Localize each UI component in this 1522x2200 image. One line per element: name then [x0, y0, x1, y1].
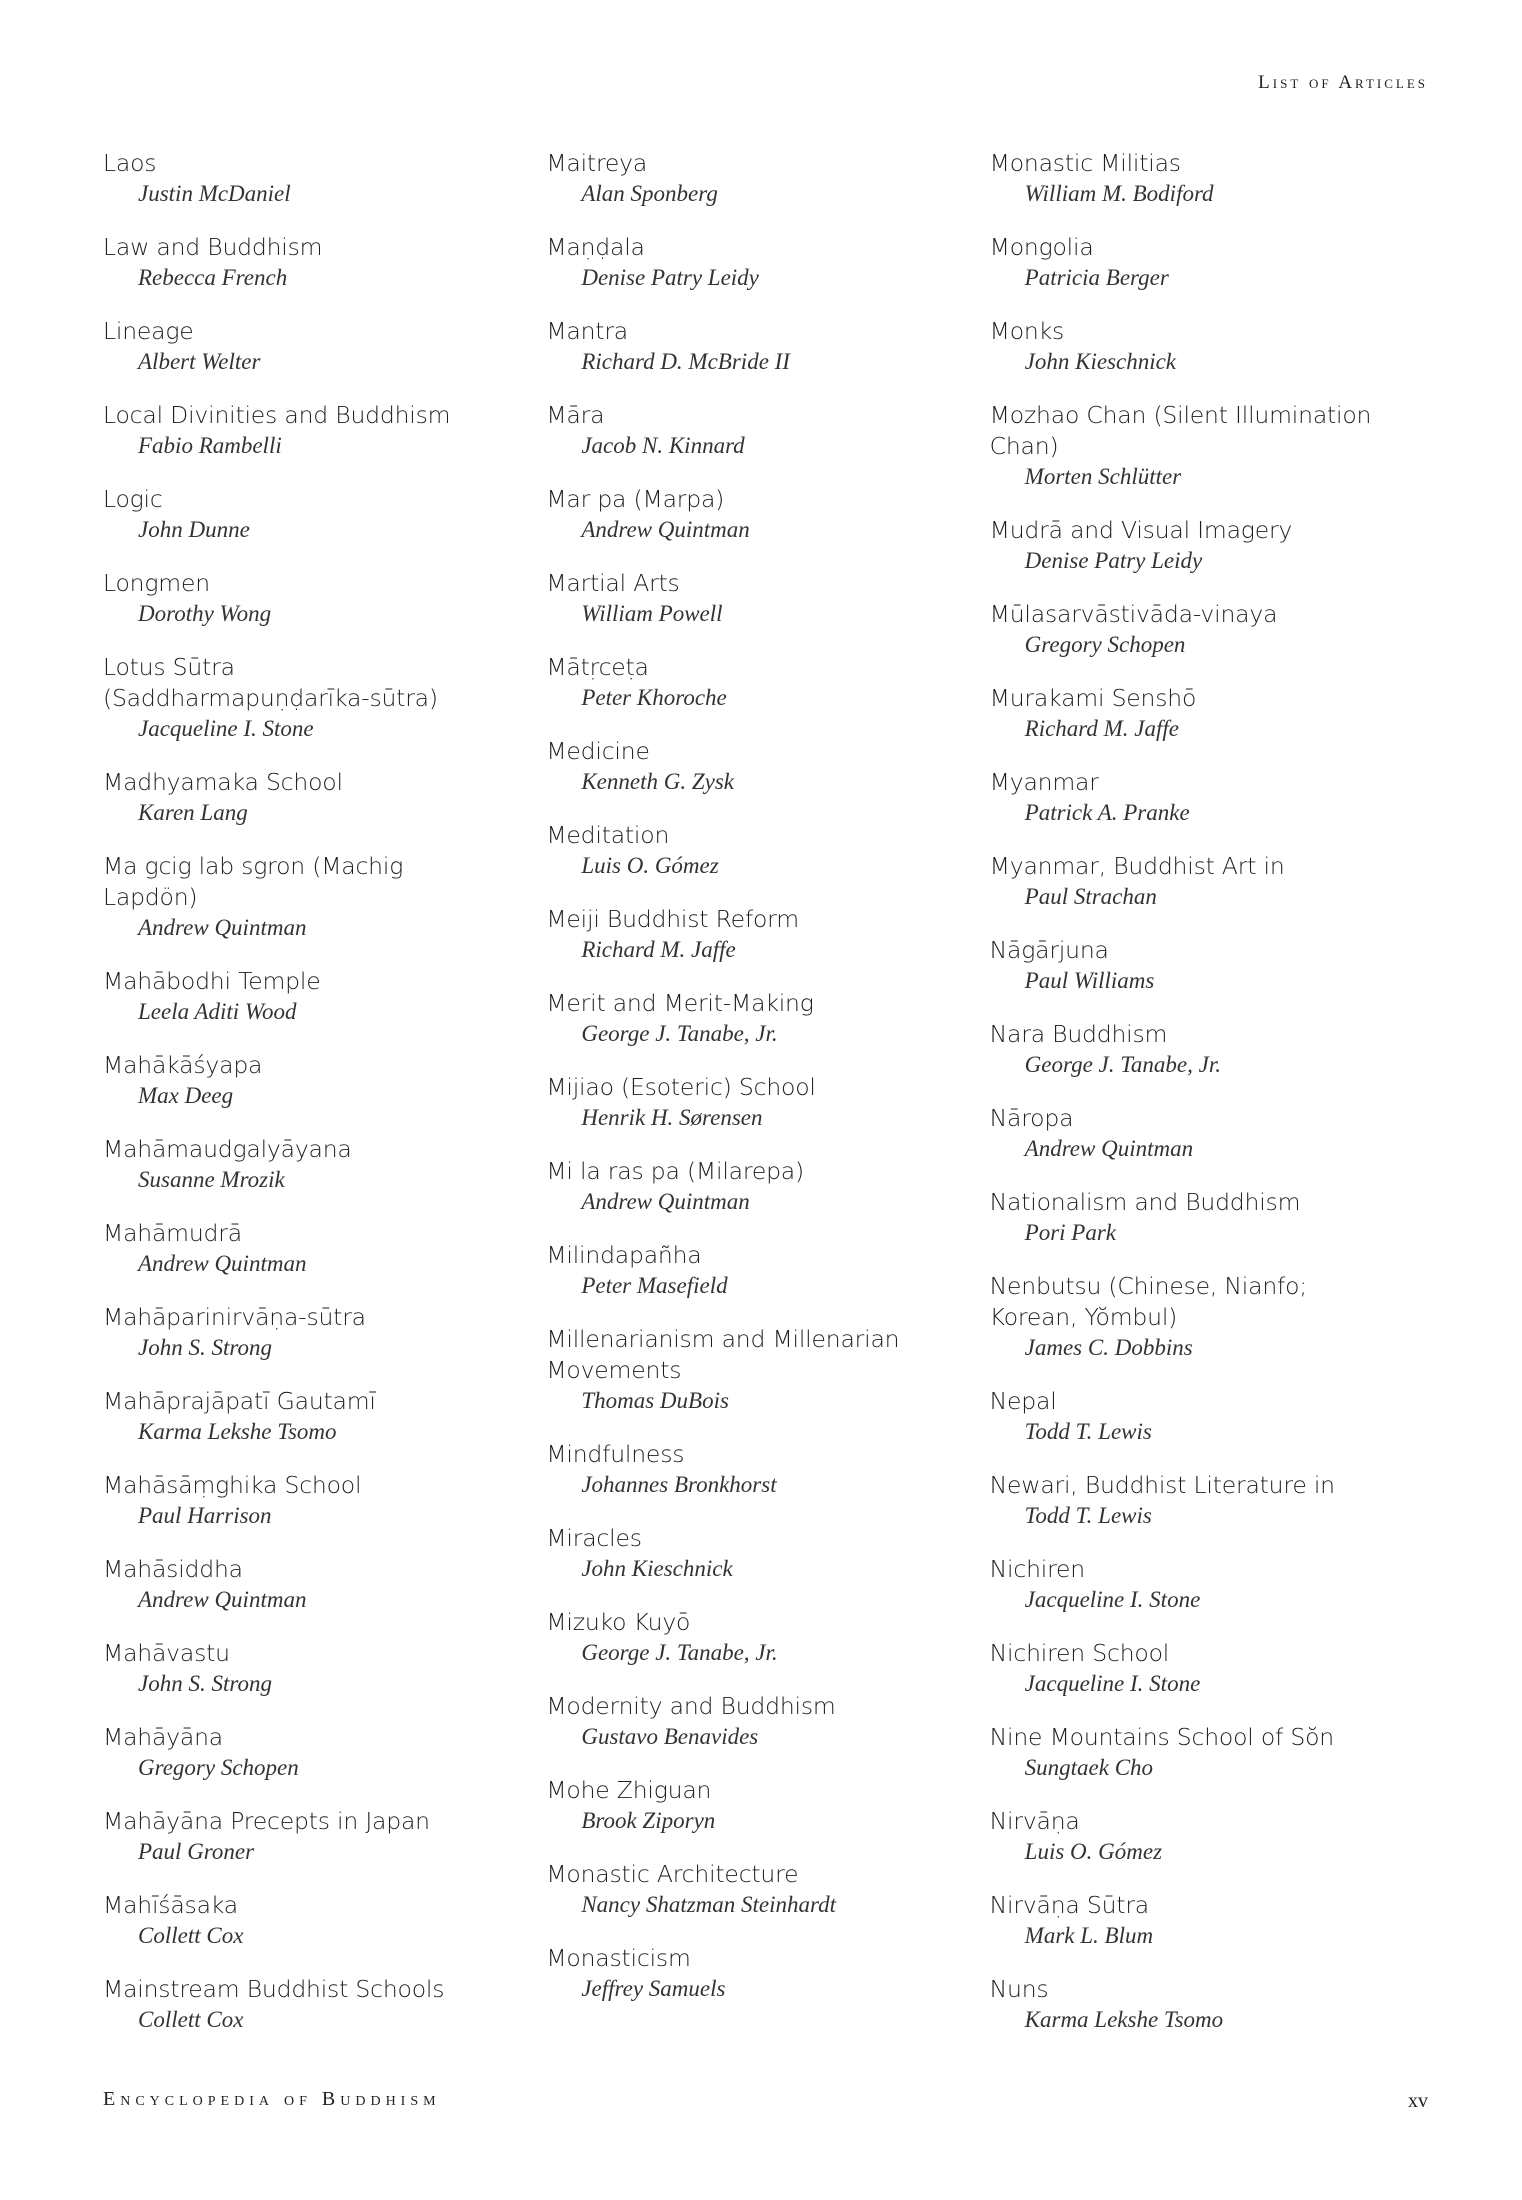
article-title: Madhyamaka School — [103, 768, 343, 796]
article-entry — [546, 1523, 946, 1584]
article-entry — [103, 400, 503, 461]
article-entry — [103, 1302, 503, 1363]
article-entry — [990, 1806, 1390, 1867]
article-author: Richard D. McBride II — [581, 349, 790, 374]
article-title: Nepal — [989, 1387, 1057, 1415]
article-entry — [103, 1974, 503, 2035]
article-author: Gustavo Benavides — [581, 1724, 759, 1749]
article-author: John Dunne — [138, 517, 250, 542]
article-author: Brook Ziporyn — [581, 1808, 716, 1833]
article-title: Maitreya — [546, 149, 648, 177]
article-author: Nancy Shatzman Steinhardt — [581, 1892, 837, 1917]
article-title: Mahāvastu — [103, 1639, 230, 1667]
article-author: Morten Schlütter — [1024, 464, 1182, 489]
article-title: Mijiao (Esoteric) School — [546, 1073, 816, 1101]
article-entry — [546, 1439, 946, 1500]
article-author: Albert Welter — [138, 349, 261, 374]
article-author: Patrick A. Pranke — [1024, 800, 1190, 825]
article-title: Nirvāṇa — [989, 1807, 1080, 1835]
article-title: Mahāmudrā — [103, 1219, 242, 1247]
article-entry — [103, 652, 503, 744]
article-title: Mahāparinirvāṇa-sūtra — [103, 1303, 366, 1331]
article-entry — [546, 736, 946, 797]
article-entry — [546, 400, 946, 461]
article-entry — [103, 148, 503, 209]
article-author: George J. Tanabe, Jr. — [581, 1640, 778, 1665]
article-entry — [103, 232, 503, 293]
article-author: Max Deeg — [138, 1083, 234, 1108]
article-author: Jacob N. Kinnard — [581, 433, 745, 458]
article-author: James C. Dobbins — [1024, 1335, 1193, 1360]
article-author: Henrik H. Sørensen — [581, 1105, 763, 1130]
article-title: Logic — [103, 485, 163, 513]
article-entry — [990, 683, 1390, 744]
article-author: Luis O. Gómez — [1024, 1839, 1163, 1864]
article-title: Nationalism and Buddhism — [989, 1188, 1301, 1216]
article-entry — [546, 652, 946, 713]
article-title: Ma gcig lab sgron (Machig Lapdön) — [103, 852, 404, 911]
article-author: Johannes Bronkhorst — [581, 1472, 777, 1497]
article-list — [103, 148, 1433, 2058]
article-entry — [546, 1691, 946, 1752]
article-entry — [990, 1271, 1390, 1363]
article-author: Rebecca French — [138, 265, 288, 290]
article-author: Andrew Quintman — [138, 915, 307, 940]
article-author: Todd T. Lewis — [1024, 1419, 1152, 1444]
article-author: Fabio Rambelli — [138, 433, 282, 458]
article-entry — [103, 484, 503, 545]
article-author: Patricia Berger — [1024, 265, 1169, 290]
article-title: Myanmar, Buddhist Art in — [989, 852, 1285, 880]
article-author: Peter Khoroche — [581, 685, 727, 710]
article-author: Richard M. Jaffe — [581, 937, 736, 962]
article-title: Murakami Senshō — [989, 684, 1197, 712]
article-author: George J. Tanabe, Jr. — [581, 1021, 778, 1046]
article-title: Mar pa (Marpa) — [546, 485, 725, 513]
article-author: Jacqueline I. Stone — [138, 716, 314, 741]
article-title: Millenarianism and Millenarian Movements — [546, 1325, 900, 1384]
article-title: Mizuko Kuyō — [546, 1608, 691, 1636]
article-entry — [990, 1187, 1390, 1248]
article-author: Andrew Quintman — [138, 1251, 307, 1276]
article-title: Mongolia — [989, 233, 1094, 261]
article-title: Mahāmaudgalyāyana — [103, 1135, 352, 1163]
article-entry — [990, 316, 1390, 377]
article-title: Mahābodhi Temple — [103, 967, 321, 995]
article-author: William Powell — [581, 601, 723, 626]
article-title: Mozhao Chan (Silent Illumination Chan) — [989, 401, 1372, 460]
article-author: Susanne Mrozik — [138, 1167, 285, 1192]
article-entry — [103, 1050, 503, 1111]
article-author: Jeffrey Samuels — [581, 1976, 726, 2001]
article-entry — [546, 1775, 946, 1836]
article-author: Richard M. Jaffe — [1024, 716, 1180, 741]
page-number: xv — [1408, 2090, 1428, 2112]
article-author: Gregory Schopen — [138, 1755, 299, 1780]
article-title: Meditation — [546, 821, 670, 849]
article-title: Miracles — [546, 1524, 642, 1552]
article-entry — [103, 1890, 503, 1951]
article-entry — [103, 316, 503, 377]
article-title: Mahāprajāpatī Gautamī — [103, 1387, 376, 1415]
article-entry — [990, 851, 1390, 912]
article-author: John Kieschnick — [1024, 349, 1177, 374]
article-title: Monastic Militias — [989, 149, 1181, 177]
article-author: Karen Lang — [138, 800, 248, 825]
article-title: Longmen — [103, 569, 210, 597]
article-entry — [990, 148, 1390, 209]
article-title: Mahīśāsaka — [103, 1891, 238, 1919]
article-author: George J. Tanabe, Jr. — [1024, 1052, 1221, 1077]
article-title: Mantra — [546, 317, 628, 345]
article-author: Peter Masefield — [581, 1273, 728, 1298]
article-entry — [546, 484, 946, 545]
article-title: Lineage — [103, 317, 194, 345]
article-entry — [546, 568, 946, 629]
article-author: Leela Aditi Wood — [138, 999, 297, 1024]
article-entry — [103, 568, 503, 629]
article-title: Nirvāṇa Sūtra — [989, 1891, 1149, 1919]
article-title: Nenbutsu (Chinese, Nianfo; Korean, Yŏmbul) — [989, 1272, 1307, 1331]
book-title: Encyclopedia of Buddhism — [103, 2088, 441, 2110]
article-entry — [103, 966, 503, 1027]
article-title: Mahāyāna Precepts in Japan — [103, 1807, 430, 1835]
article-author: Karma Lekshe Tsomo — [138, 1419, 337, 1444]
article-title: Mahākāśyapa — [103, 1051, 263, 1079]
article-entry — [546, 148, 946, 209]
article-title: Monasticism — [546, 1944, 691, 1972]
article-title: Nichiren — [989, 1555, 1086, 1583]
article-entry — [546, 820, 946, 881]
article-entry — [990, 935, 1390, 996]
article-entry — [990, 232, 1390, 293]
article-entry — [990, 1974, 1390, 2035]
article-author: Kenneth G. Zysk — [581, 769, 734, 794]
article-entry — [546, 1240, 946, 1301]
article-entry — [103, 1386, 503, 1447]
article-title: Monastic Architecture — [546, 1860, 799, 1888]
article-entry — [103, 1470, 503, 1531]
article-entry — [103, 767, 503, 828]
article-author: John S. Strong — [138, 1671, 272, 1696]
article-entry — [990, 1103, 1390, 1164]
article-title: Modernity and Buddhism — [546, 1692, 836, 1720]
article-entry — [990, 767, 1390, 828]
article-author: Justin McDaniel — [138, 181, 291, 206]
article-entry — [546, 232, 946, 293]
article-entry — [546, 1943, 946, 2004]
article-author: Andrew Quintman — [138, 1587, 307, 1612]
article-title: Mahāsāṃghika School — [103, 1471, 362, 1499]
article-author: Sungtaek Cho — [1024, 1755, 1154, 1780]
article-entry — [546, 1607, 946, 1668]
article-title: Māra — [546, 401, 605, 429]
article-entry — [546, 1324, 946, 1416]
article-author: John S. Strong — [138, 1335, 272, 1360]
article-author: Denise Patry Leidy — [1024, 548, 1203, 573]
article-author: Paul Groner — [138, 1839, 255, 1864]
article-entry — [990, 515, 1390, 576]
article-title: Nāropa — [989, 1104, 1074, 1132]
article-author: William M. Bodiford — [1024, 181, 1214, 206]
article-author: John Kieschnick — [581, 1556, 733, 1581]
article-title: Newari, Buddhist Literature in — [989, 1471, 1335, 1499]
article-title: Nara Buddhism — [989, 1020, 1168, 1048]
column-2 — [546, 148, 989, 2058]
article-author: Collett Cox — [138, 2007, 244, 2032]
running-head: List of Articles — [1258, 72, 1428, 93]
article-title: Mohe Zhiguan — [546, 1776, 712, 1804]
article-title: Lotus Sūtra (Saddharmapuṇḍarīka-sūtra) — [103, 653, 438, 712]
article-author: Karma Lekshe Tsomo — [1024, 2007, 1224, 2032]
article-entry — [103, 851, 503, 943]
article-title: Nichiren School — [989, 1639, 1170, 1667]
article-title: Mainstream Buddhist Schools — [103, 1975, 445, 2003]
article-entry — [103, 1134, 503, 1195]
article-title: Medicine — [546, 737, 650, 765]
article-author: Andrew Quintman — [581, 1189, 750, 1214]
article-title: Mi la ras pa (Milarepa) — [546, 1157, 804, 1185]
article-title: Monks — [989, 317, 1065, 345]
article-title: Martial Arts — [546, 569, 680, 597]
article-entry — [546, 1859, 946, 1920]
article-title: Mahāsiddha — [103, 1555, 243, 1583]
article-entry — [990, 1554, 1390, 1615]
article-entry — [990, 1722, 1390, 1783]
article-entry — [990, 1019, 1390, 1080]
article-author: Alan Sponberg — [581, 181, 718, 206]
article-title: Meiji Buddhist Reform — [546, 905, 799, 933]
article-entry — [103, 1554, 503, 1615]
article-title: Maṇḍala — [546, 233, 645, 261]
article-author: Luis O. Gómez — [581, 853, 719, 878]
article-title: Mahāyāna — [103, 1723, 223, 1751]
article-title: Law and Buddhism — [103, 233, 323, 261]
article-title: Nine Mountains School of Sŏn — [989, 1723, 1334, 1751]
article-author: Paul Williams — [1024, 968, 1155, 993]
article-entry — [990, 1638, 1390, 1699]
article-author: Denise Patry Leidy — [581, 265, 759, 290]
column-1 — [103, 148, 546, 2058]
article-entry — [546, 904, 946, 965]
article-author: Jacqueline I. Stone — [1024, 1671, 1201, 1696]
article-title: Mindfulness — [546, 1440, 685, 1468]
article-title: Merit and Merit-Making — [546, 989, 814, 1017]
article-entry — [103, 1722, 503, 1783]
article-author: Andrew Quintman — [581, 517, 750, 542]
article-title: Mudrā and Visual Imagery — [989, 516, 1293, 544]
article-entry — [990, 599, 1390, 660]
article-title: Milindapañha — [546, 1241, 702, 1269]
article-entry — [990, 1470, 1390, 1531]
article-title: Local Divinities and Buddhism — [103, 401, 451, 429]
article-title: Mūlasarvāstivāda-vinaya — [989, 600, 1278, 628]
article-title: Nāgārjuna — [989, 936, 1109, 964]
article-title: Nuns — [989, 1975, 1049, 2003]
article-author: Paul Strachan — [1024, 884, 1157, 909]
article-entry — [103, 1218, 503, 1279]
article-title: Mātṛceṭa — [546, 653, 649, 681]
article-entry — [546, 1072, 946, 1133]
article-entry — [990, 1890, 1390, 1951]
article-author: Thomas DuBois — [581, 1388, 729, 1413]
article-author: Jacqueline I. Stone — [1024, 1587, 1201, 1612]
article-entry — [546, 316, 946, 377]
article-entry — [103, 1806, 503, 1867]
article-title: Laos — [103, 149, 157, 177]
article-author: Pori Park — [1024, 1220, 1117, 1245]
article-entry — [990, 400, 1390, 492]
article-entry — [546, 988, 946, 1049]
article-author: Paul Harrison — [138, 1503, 272, 1528]
article-entry — [103, 1638, 503, 1699]
article-entry — [546, 1156, 946, 1217]
article-title: Myanmar — [989, 768, 1099, 796]
article-author: Mark L. Blum — [1024, 1923, 1154, 1948]
column-3 — [990, 148, 1433, 2058]
article-author: Dorothy Wong — [138, 601, 272, 626]
article-entry — [990, 1386, 1390, 1447]
article-author: Todd T. Lewis — [1024, 1503, 1152, 1528]
article-author: Andrew Quintman — [1024, 1136, 1194, 1161]
article-author: Gregory Schopen — [1024, 632, 1186, 657]
article-author: Collett Cox — [138, 1923, 244, 1948]
